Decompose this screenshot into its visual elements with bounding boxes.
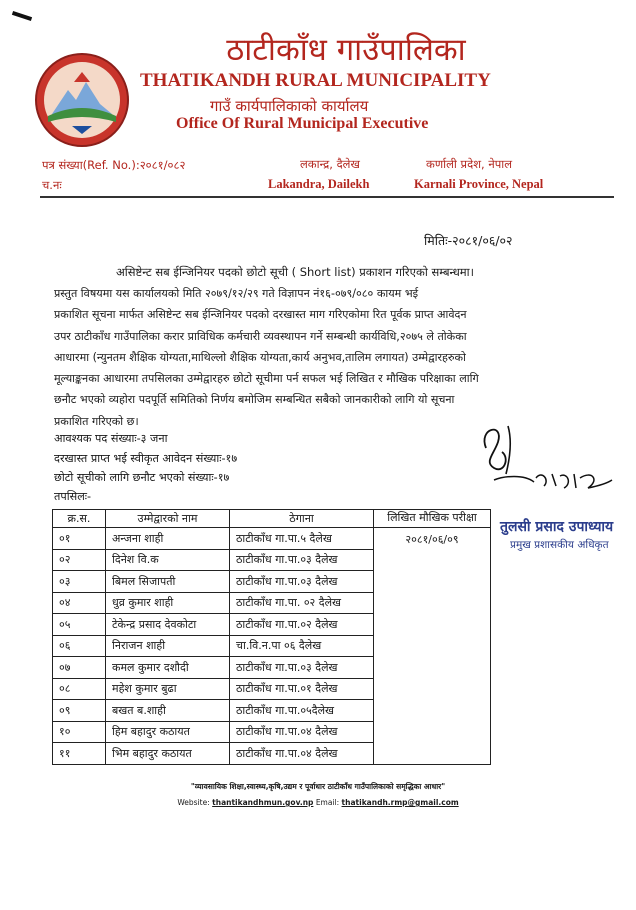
col-exam: लिखित मौखिक परीक्षा — [374, 510, 491, 528]
row-address: ठाटीकाँध गा.पा.०३ दैलेख — [230, 657, 374, 679]
col-serial: क्र.स. — [53, 510, 106, 528]
header-divider — [40, 196, 614, 198]
province-en: Karnali Province, Nepal — [414, 177, 544, 191]
row-serial: ०७ — [53, 657, 106, 679]
tapasil-label: तपसिलः- — [54, 490, 92, 503]
col-address: ठेगाना — [230, 510, 374, 528]
website-label: Website: — [177, 798, 210, 807]
letter-subject: असिष्टेन्ट सब ईन्जिनियर पदको छोटो सूची ( Short list) प्रकाशन गरिएको सम्बन्धमा। — [116, 265, 475, 279]
letter-date: मितिः-२०८१/०६/०२ — [424, 233, 513, 248]
row-address: ठाटीकाँध गा.पा.०२ दैलेख — [230, 614, 374, 636]
reference-number: पत्र संख्या(Ref. No.):२०८१/०८२ — [42, 158, 186, 172]
row-candidate-name: निराजन शाही — [106, 635, 230, 657]
body-line: प्रकाशित सूचना मार्फत असिष्टेन्ट सब ईन्जिनियर पदको दरखास्त माग गरिएकोमा रित पूर्वक प्राप्त आवेदन — [54, 308, 467, 322]
body-line: प्रकाशित गरिएको छ। — [54, 414, 139, 428]
handwritten-signature — [464, 418, 614, 498]
table-row — [53, 528, 491, 550]
col-candidate-name: उम्मेद्वारको नाम — [106, 510, 230, 528]
row-address: ठाटीकाँध गा.पा.५ दैलेख — [230, 528, 374, 550]
email-link[interactable]: thatikandh.rmp@gmail.com — [341, 798, 459, 807]
office-title-np: गाउँ कार्यपालिकाको कार्यालय — [210, 97, 369, 115]
row-candidate-name: महेश कुमार बुढा — [106, 678, 230, 700]
dispatch-number: च.नः — [42, 178, 62, 192]
row-address: ठाटीकाँध गा.पा.०३ दैलेख — [230, 549, 374, 571]
row-candidate-name: कमल कुमार दशौदी — [106, 657, 230, 679]
row-candidate-name: दिनेश वि.क — [106, 549, 230, 571]
province-np: कर्णाली प्रदेश, नेपाल — [426, 157, 513, 171]
footer-contact — [0, 798, 636, 807]
row-candidate-name: टेकेन्द्र प्रसाद देवकोटा — [106, 614, 230, 636]
row-serial: ११ — [53, 743, 106, 765]
municipality-title-np: ठाटीकाँध गाउँपालिका — [226, 32, 466, 68]
shortlisted-count: छोटो सूचीको लागि छनौट भएको संख्याः-१७ — [54, 471, 230, 484]
body-line: उपर ठाटीकाँध गाउँपालिका करार प्राविधिक कर्मचारी व्यवस्थापन गर्ने सम्बन्धी कार्यविधि,२०७५ ले तोकेका — [54, 329, 467, 343]
body-line: आधारमा (न्युनतम शैक्षिक योग्यता,माथिल्लो शैक्षिक योग्यता,कार्य अनुभव,तालिम लगायत) उम्मेद्वारहरुको — [54, 350, 466, 364]
municipality-title-en: THATIKANDH RURAL MUNICIPALITY — [140, 70, 491, 91]
corner-mark — [12, 11, 32, 21]
row-address: ठाटीकाँध गा.पा.०४ दैलेख — [230, 721, 374, 743]
table-header-row — [53, 510, 491, 528]
row-serial: ०६ — [53, 635, 106, 657]
place-np: लकान्द्र, दैलेख — [300, 157, 360, 171]
website-link[interactable]: thantikandhmun.gov.np — [212, 798, 314, 807]
footer-motto: "व्यावसायिक शिक्षा,स्वास्थ्य,कृषि,उद्यम र पूर्वाधार ठाटीकाँध गाउँपालिकाको समृद्धिका आधार" — [190, 782, 446, 791]
row-serial: ०२ — [53, 549, 106, 571]
row-serial: ०९ — [53, 700, 106, 722]
row-candidate-name: अन्जना शाही — [106, 528, 230, 550]
office-title-en: Office Of Rural Municipal Executive — [176, 115, 429, 132]
row-address: ठाटीकाँध गा.पा.०१ दैलेख — [230, 678, 374, 700]
row-candidate-name: धुव्र कुमार शाही — [106, 592, 230, 614]
row-serial: ०१ — [53, 528, 106, 550]
exam-date: २०८१/०६/०९ — [374, 528, 491, 765]
shortlist-table — [52, 509, 491, 765]
row-address: ठाटीकाँध गा.पा.०५दैलेख — [230, 700, 374, 722]
row-address: ठाटीकाँध गा.पा.०३ दैलेख — [230, 571, 374, 593]
row-candidate-name: हिम बहादुर कठायत — [106, 721, 230, 743]
row-address: ठाटीकाँध गा.पा.०४ दैलेख — [230, 743, 374, 765]
body-line: मूल्याङ्कनका आधारमा तपसिलका उम्मेद्वारहरु छोटो सूचीमा पर्न सफल भई लिखित र मौखिक परिक्षाका लागि — [54, 372, 479, 386]
required-posts: आवश्यक पद संख्याः-३ जना — [54, 432, 168, 445]
letter-body — [54, 283, 572, 432]
signatory-title: प्रमुख प्रशासकीय अधिकृत — [510, 539, 609, 551]
row-candidate-name: बिमल सिजापती — [106, 571, 230, 593]
row-serial: ०५ — [53, 614, 106, 636]
row-address: चा.वि.न.पा ०६ दैलेख — [230, 635, 374, 657]
signatory-name: तुलसी प्रसाद उपाध्याय — [500, 519, 614, 535]
row-address: ठाटीकाँध गा.पा. ०२ दैलेख — [230, 592, 374, 614]
row-serial: ०४ — [53, 592, 106, 614]
row-serial: १० — [53, 721, 106, 743]
body-line: छनौट भएको व्यहोरा पदपूर्ति समितिको निर्णय बमोजिम सम्बन्धित सबैको जानकारीको लागि यो सूचना — [54, 393, 455, 407]
row-serial: ०३ — [53, 571, 106, 593]
row-serial: ०८ — [53, 678, 106, 700]
row-candidate-name: भिम बहादुर कठायत — [106, 743, 230, 765]
row-candidate-name: बखत ब.शाही — [106, 700, 230, 722]
body-line: प्रस्तुत विषयमा यस कार्यालयको मिति २०७९/१२/२९ गते विज्ञापन नं१६-०७९/०८० कायम भई — [54, 287, 419, 300]
email-label: Email: — [315, 798, 340, 807]
applications-received: दरखास्त प्राप्त भई स्वीकृत आवेदन संख्याः-१७ — [54, 452, 238, 465]
place-en: Lakandra, Dailekh — [268, 177, 370, 191]
